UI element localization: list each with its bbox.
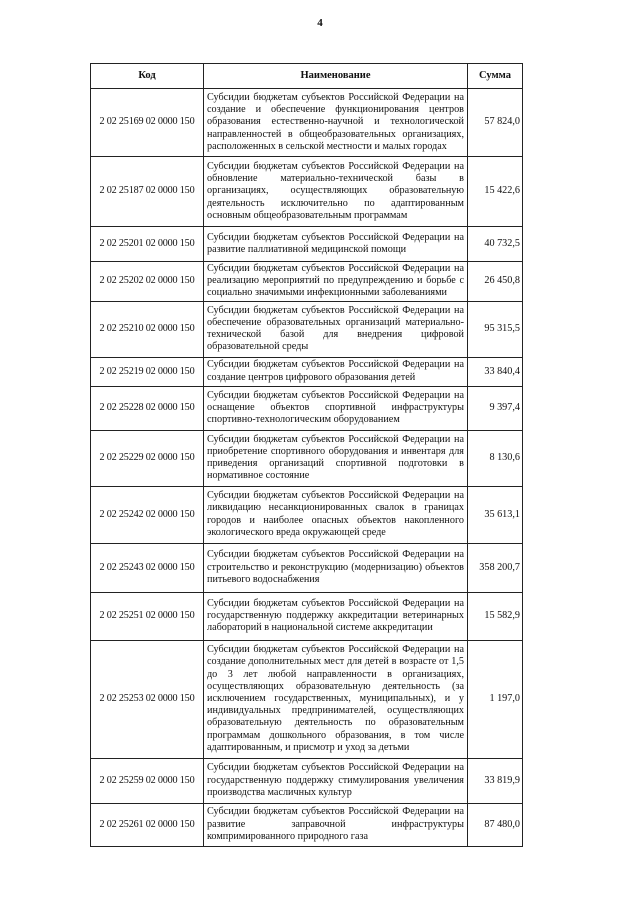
table-header-row <box>91 64 523 89</box>
row-code: 2 02 25253 02 0000 150 <box>91 640 204 758</box>
row-name: Субсидии бюджетам субъектов Российской Федерации на создание дополнительных мест для детей в возрасте от 1,5 до 3 лет любой направленности в организациях, осуществляющих образовательную деятельность (за исключением государственных, муниципальных), и у индивидуальных предпринимателей, осуществляющих образовательную деятельность по образовательным программам дошкольного образования, в том числе адаптированным, и присмотр и уход за детьми <box>204 640 468 758</box>
row-code: 2 02 25210 02 0000 150 <box>91 301 204 357</box>
row-code: 2 02 25187 02 0000 150 <box>91 157 204 227</box>
row-name: Субсидии бюджетам субъектов Российской Федерации на создание центров цифрового образования детей <box>204 357 468 386</box>
row-name: Субсидии бюджетам субъектов Российской Федерации на оснащение объектов спортивной инфраструктуры спортивно-технологическим оборудованием <box>204 386 468 430</box>
row-sum: 9 397,4 <box>468 386 523 430</box>
row-name: Субсидии бюджетам субъектов Российской Федерации на строительство и реконструкцию (модернизацию) объектов питьевого водоснабжения <box>204 543 468 592</box>
row-sum: 95 315,5 <box>468 301 523 357</box>
row-sum: 87 480,0 <box>468 803 523 846</box>
row-code: 2 02 25229 02 0000 150 <box>91 430 204 486</box>
row-name: Субсидии бюджетам субъектов Российской Федерации на обновление материально-технической базы в организациях, осуществляющих образовательную деятельность исключительно по адаптированным основным общеобразовательным программам <box>204 157 468 227</box>
row-sum: 1 197,0 <box>468 640 523 758</box>
row-sum: 358 200,7 <box>468 543 523 592</box>
table-row <box>91 640 523 758</box>
table-row <box>91 262 523 302</box>
row-sum: 33 840,4 <box>468 357 523 386</box>
row-sum: 8 130,6 <box>468 430 523 486</box>
row-name: Субсидии бюджетам субъектов Российской Федерации на государственную поддержку стимулирования увеличения производства масличных культур <box>204 758 468 803</box>
row-name: Субсидии бюджетам субъектов Российской Федерации на реализацию мероприятий по предупреждению и борьбе с социально значимыми инфекционными заболеваниями <box>204 262 468 302</box>
table-row <box>91 227 523 262</box>
row-code: 2 02 25242 02 0000 150 <box>91 486 204 543</box>
row-name: Субсидии бюджетам субъектов Российской Федерации на развитие паллиативной медицинской помощи <box>204 227 468 262</box>
row-code: 2 02 25243 02 0000 150 <box>91 543 204 592</box>
row-name: Субсидии бюджетам субъектов Российской Федерации на обеспечение образовательных организаций материально-технической базой для внедрения цифровой образовательной среды <box>204 301 468 357</box>
table-row <box>91 486 523 543</box>
table-row <box>91 430 523 486</box>
header-name: Наименование <box>204 64 468 89</box>
table-row <box>91 758 523 803</box>
row-sum: 26 450,8 <box>468 262 523 302</box>
header-sum: Сумма <box>468 64 523 89</box>
row-name: Субсидии бюджетам субъектов Российской Федерации на государственную поддержку аккредитации ветеринарных лабораторий в национальной системе аккредитации <box>204 592 468 640</box>
row-code: 2 02 25251 02 0000 150 <box>91 592 204 640</box>
row-sum: 57 824,0 <box>468 89 523 157</box>
row-code: 2 02 25228 02 0000 150 <box>91 386 204 430</box>
row-sum: 33 819,9 <box>468 758 523 803</box>
row-code: 2 02 25219 02 0000 150 <box>91 357 204 386</box>
budget-table <box>90 63 523 847</box>
table-row <box>91 386 523 430</box>
row-sum: 40 732,5 <box>468 227 523 262</box>
row-code: 2 02 25201 02 0000 150 <box>91 227 204 262</box>
row-code: 2 02 25202 02 0000 150 <box>91 262 204 302</box>
row-sum: 35 613,1 <box>468 486 523 543</box>
row-sum: 15 582,9 <box>468 592 523 640</box>
table-row <box>91 357 523 386</box>
page-number: 4 <box>317 17 323 29</box>
table-row <box>91 301 523 357</box>
table-row <box>91 89 523 157</box>
row-name: Субсидии бюджетам субъектов Российской Федерации на приобретение спортивного оборудования и инвентаря для приведения организаций спортивной подготовки в нормативное состояние <box>204 430 468 486</box>
table-row <box>91 803 523 846</box>
table-row <box>91 157 523 227</box>
row-name: Субсидии бюджетам субъектов Российской Федерации на создание и обеспечение функционирования центров образования естественно-научной и технологической направленностей в общеобразовательных организациях, расположенных в сельской местности и малых городах <box>204 89 468 157</box>
row-name: Субсидии бюджетам субъектов Российской Федерации на ликвидацию несанкционированных свалок в границах городов и наиболее опасных объектов накопленного экологического вреда окружающей среде <box>204 486 468 543</box>
table-row <box>91 543 523 592</box>
row-code: 2 02 25169 02 0000 150 <box>91 89 204 157</box>
row-code: 2 02 25259 02 0000 150 <box>91 758 204 803</box>
row-sum: 15 422,6 <box>468 157 523 227</box>
row-name: Субсидии бюджетам субъектов Российской Федерации на развитие заправочной инфраструктуры компримированного природного газа <box>204 803 468 846</box>
row-code: 2 02 25261 02 0000 150 <box>91 803 204 846</box>
header-code: Код <box>91 64 204 89</box>
table-row <box>91 592 523 640</box>
